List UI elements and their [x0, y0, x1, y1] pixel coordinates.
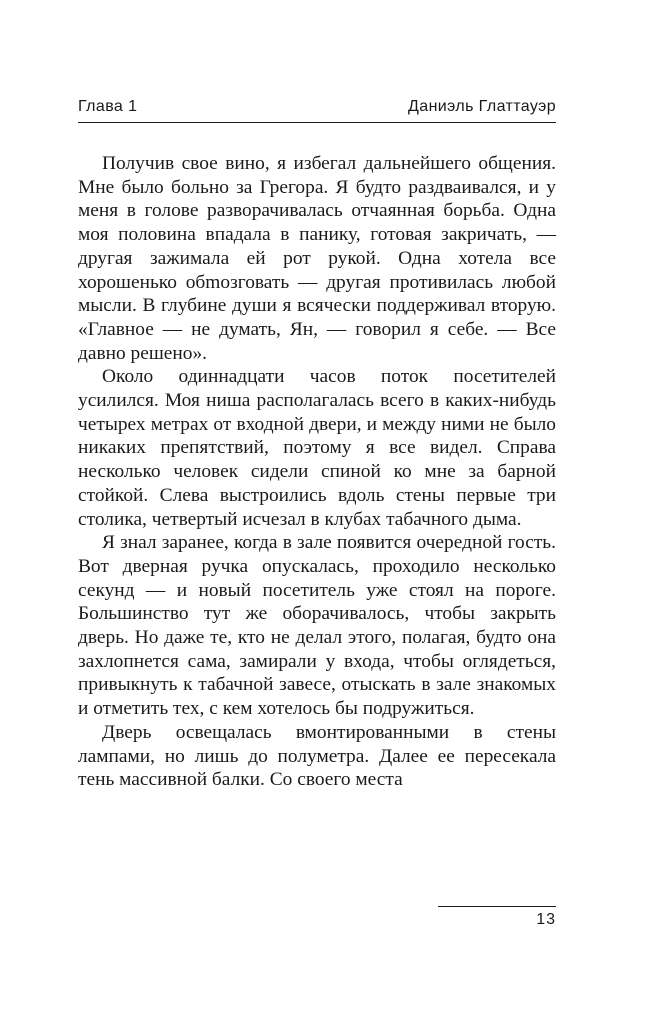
paragraph: Я знал заранее, когда в зале появится очередной гость. Вот дверная ручка опускалась, проходило несколько секунд — и новый посетитель уже стоял на пороге. Большинство тут же оборачивалось, чтобы закрыть дверь. Но даже те, кто не делал этого, полагая, будто она захлопнется сама, замирали у входа, чтобы оглядеться, привыкнуть к табачной завесе, отыскать в зале знакомых и отметить тех, с кем хотелось бы подружиться.: [78, 532, 556, 720]
chapter-title: Глава 1: [78, 98, 138, 115]
footer-rule: [438, 906, 556, 907]
running-head: [78, 98, 556, 123]
author-name: Даниэль Глаттауэр: [408, 98, 556, 115]
page-body: [78, 152, 556, 792]
paragraph: Получив свое вино, я избегал дальнейшего общения. Мне было больно за Грегора. Я будто раздваивался, и у меня в голове разворачивалась отчаянная борьба. Одна моя половина впадала в панику, готовая закричать, — другая зажимала ей рот рукой. Одна хотела все хорошенько обmозговать — другая противилась любой мысли. В глубине души я всячески поддерживал вторую. «Главное — не думать, Ян, — говорил я себе. — Все давно решено».: [78, 153, 556, 364]
paragraph: Около одиннадцати часов поток посетителей усилился. Моя ниша располагалась всего в каких-нибудь четырех метрах от входной двери, и между ними не было никаких препятствий, поэтому я все видел. Справа несколько человек сидели спиной ко мне за барной стойкой. Слева выстроились вдоль стены первые три столика, четвертый исчезал в клубах табачного дыма.: [78, 366, 556, 530]
paragraph: Дверь освещалась вмонтированными в стены лампами, но лишь до полуметра. Далее ее пересекала тень массивной балки. Со своего места: [78, 721, 556, 791]
page-number: 13: [536, 911, 556, 928]
